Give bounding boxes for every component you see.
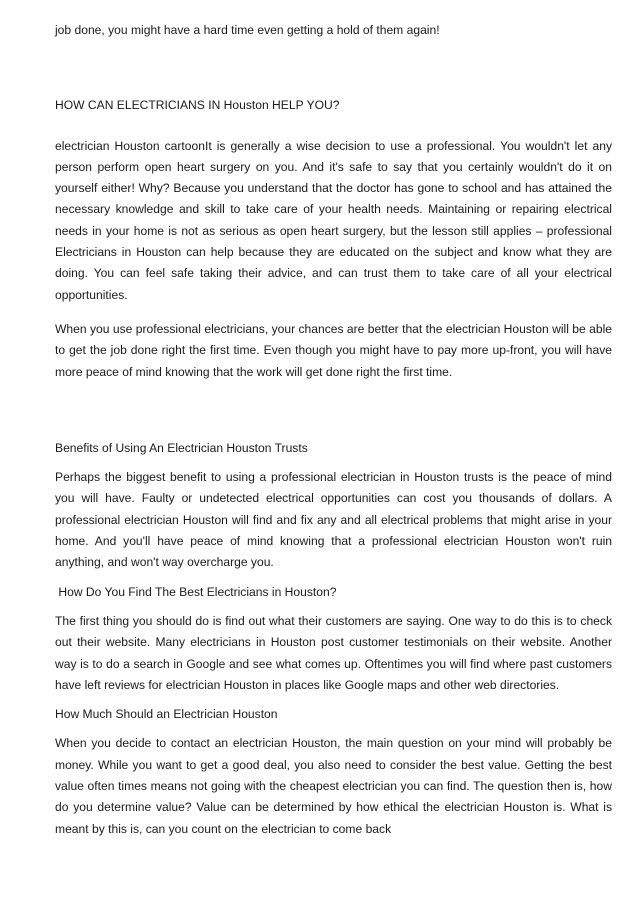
paragraph-help-1: electrician Houston cartoonIt is generally a wise decision to use a professional. You wouldn't let any person perform open heart surgery on you. And it's safe to say that you certainly wouldn't do it on yourself either! Why? Because you understand that the doctor has gone to school and has attained the necessary knowledge and skill to take care of your health needs. Maintaining or repairing electrical needs in your home is not as serious as open heart surgery, but the lesson still applies – professional Electricians in Houston can help because they are educated on the subject and know what they are doing. You can feel safe taking their advice, and can trust them to take care of all your electrical opportunities.: [55, 138, 612, 302]
spacer: [55, 383, 612, 438]
heading-find: How Do You Find The Best Electricians in Houston?: [55, 584, 337, 599]
spacer: [55, 459, 612, 467]
intro-tail-paragraph: job done, you might have a hard time even getting a hold of them again!: [55, 23, 440, 37]
paragraph-cost: When you decide to contact an electrician Houston, the main question on your mind will probably be money. While you want to get a good deal, you also need to consider the best value. Getting the best value often times means not going with the cheapest electrician you can find. The question then is, how do you determine value? Value can be determined by how ethical the electrician Houston is. What is meant by this is, can you count on the electrician to come back: [55, 736, 612, 836]
spacer: [55, 725, 612, 733]
spacer: [55, 574, 612, 582]
paragraph-find: The first thing you should do is find out what their customers are saying. One way to do this is to check out their website. Many electricians in Houston post customer testimonials on their website. Another way is to do a search in Google and see what comes up. Oftentimes you will find where past customers have left reviews for electrician Houston in places like Google maps and other web directories.: [55, 613, 612, 692]
heading-help: HOW CAN ELECTRICIANS IN Houston HELP YOU?: [55, 98, 340, 113]
heading-cost: How Much Should an Electrician Houston: [55, 707, 278, 722]
heading-benefits: Benefits of Using An Electrician Houston Trusts: [55, 440, 308, 455]
spacer: [55, 603, 612, 611]
spacer: [55, 696, 612, 704]
spacer: [55, 306, 612, 319]
paragraph-benefits: Perhaps the biggest benefit to using a professional electrician in Houston trusts is the peace of mind you will have. Faulty or undetected electrical opportunities can cost you thousands of dollars. A professional electrician Houston will find and fix any and all electrical problems that might arise in your home. And you'll have peace of mind knowing that a professional electrician Houston won't ruin anything, and won't way overcharge you.: [55, 470, 612, 570]
document-page: [55, 20, 612, 840]
spacer: [55, 117, 612, 136]
spacer: [55, 41, 612, 95]
paragraph-help-2: When you use professional electricians, your chances are better that the electrician Houston will be able to get the job done right the first time. Even though you might have to pay more up-front, you will have more peace of mind knowing that the work will get done right the first time.: [55, 321, 612, 379]
